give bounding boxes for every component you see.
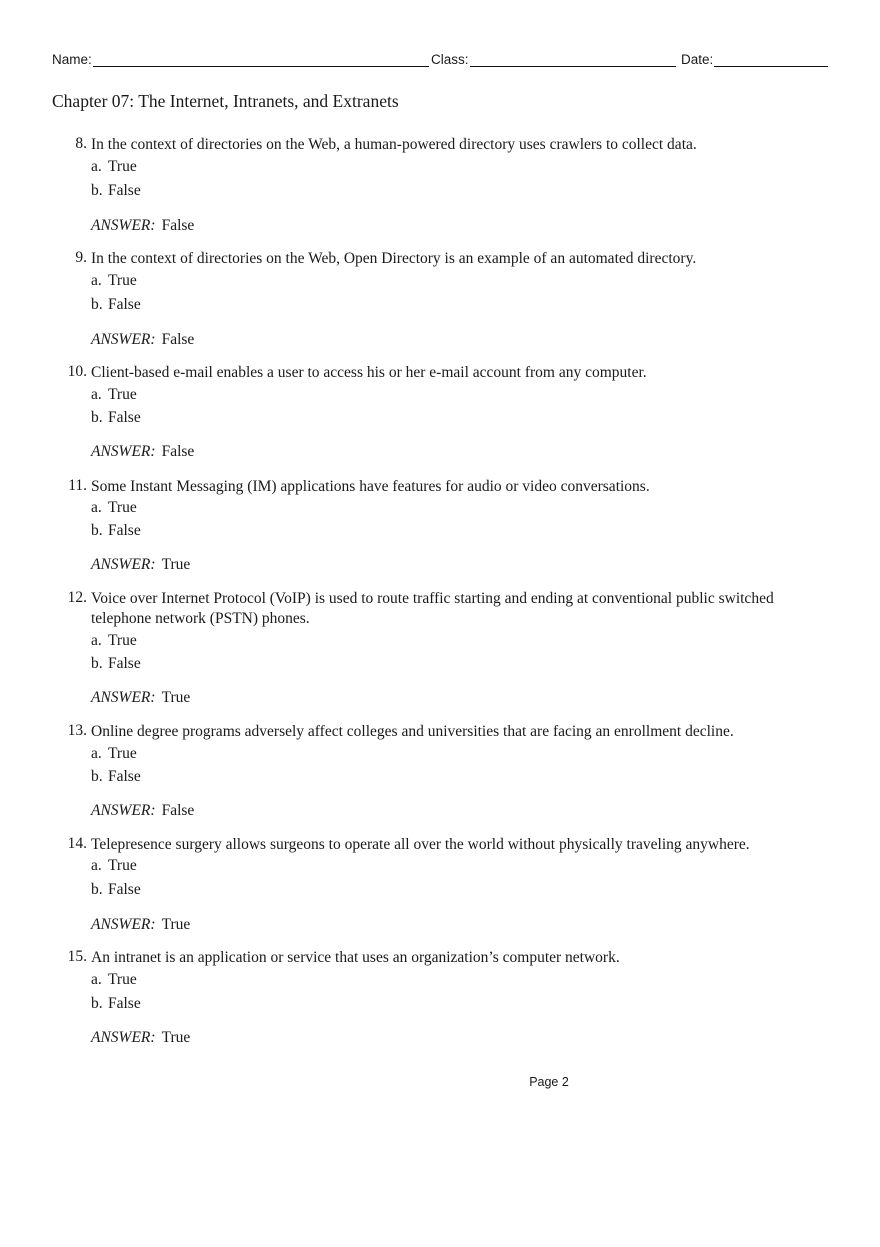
answer-line	[91, 688, 190, 708]
date-label: Date:	[681, 52, 714, 67]
option-b	[91, 994, 141, 1014]
option-letter: a.	[91, 971, 102, 988]
question-number: 14.	[67, 835, 87, 852]
question-text: In the context of directories on the Web, Open Directory is an example of an automated directory.	[91, 250, 697, 267]
answer-label: ANSWER:	[91, 802, 156, 819]
answer-line	[91, 555, 190, 575]
answer-value: True	[161, 916, 191, 933]
option-a	[91, 271, 137, 291]
answer-line	[91, 330, 194, 350]
option-b	[91, 295, 141, 315]
question-text: Voice over Internet Protocol (VoIP) is used to route traffic starting and ending at conventional public switched telephone network (PSTN) phones.	[91, 590, 774, 627]
option-text: True	[108, 499, 137, 516]
option-b	[91, 654, 141, 674]
question-number: 13.	[67, 722, 87, 739]
option-text: True	[108, 158, 137, 175]
option-letter: a.	[91, 499, 102, 516]
option-text: False	[108, 768, 141, 785]
option-b	[91, 521, 141, 541]
option-a	[91, 498, 137, 518]
option-b	[91, 408, 141, 428]
answer-value: False	[161, 802, 195, 819]
option-letter: b.	[91, 768, 103, 785]
answer-line	[91, 1028, 190, 1048]
answer-value: True	[161, 556, 191, 573]
option-b	[91, 880, 141, 900]
option-text: False	[108, 881, 141, 898]
option-letter: a.	[91, 158, 102, 175]
class-blank-line	[470, 52, 676, 67]
option-text: True	[108, 745, 137, 762]
answer-line	[91, 216, 194, 236]
option-letter: b.	[91, 522, 103, 539]
option-text: False	[108, 296, 141, 313]
date-blank-line	[714, 52, 828, 67]
option-letter: a.	[91, 386, 102, 403]
answer-value: False	[161, 443, 195, 460]
option-a	[91, 385, 137, 405]
header-fields	[52, 52, 830, 72]
option-a	[91, 631, 137, 651]
option-text: True	[108, 632, 137, 649]
question-number: 11.	[68, 477, 87, 494]
option-letter: a.	[91, 632, 102, 649]
option-text: False	[108, 995, 141, 1012]
question-text: An intranet is an application or service that uses an organization’s computer network.	[91, 949, 620, 966]
question-text: In the context of directories on the Web, a human-powered directory uses crawlers to collect data.	[91, 136, 697, 153]
option-b	[91, 181, 141, 201]
date-field	[681, 52, 828, 67]
option-letter: b.	[91, 995, 103, 1012]
option-letter: a.	[91, 272, 102, 289]
answer-line	[91, 801, 194, 821]
question-number: 9.	[75, 249, 87, 266]
answer-label: ANSWER:	[91, 217, 156, 234]
class-field	[431, 52, 676, 67]
answer-value: False	[161, 331, 195, 348]
option-letter: b.	[91, 182, 103, 199]
answer-label: ANSWER:	[91, 689, 156, 706]
option-text: False	[108, 182, 141, 199]
name-field	[52, 52, 429, 67]
answer-label: ANSWER:	[91, 556, 156, 573]
option-text: False	[108, 655, 141, 672]
page-number: Page 2	[529, 1075, 569, 1089]
option-text: False	[108, 522, 141, 539]
answer-value: False	[161, 217, 195, 234]
option-letter: b.	[91, 655, 103, 672]
option-text: True	[108, 857, 137, 874]
name-label: Name:	[52, 52, 92, 67]
answer-label: ANSWER:	[91, 1029, 156, 1046]
question-text: Some Instant Messaging (IM) applications have features for audio or video conversations.	[91, 478, 650, 495]
question-number: 15.	[67, 948, 87, 965]
option-letter: b.	[91, 409, 103, 426]
question-text: Client-based e-mail enables a user to access his or her e-mail account from any computer.	[91, 364, 647, 381]
answer-label: ANSWER:	[91, 331, 156, 348]
option-a	[91, 157, 137, 177]
option-letter: b.	[91, 881, 103, 898]
option-a	[91, 744, 137, 764]
question-number: 10.	[67, 363, 87, 380]
option-text: False	[108, 409, 141, 426]
option-b	[91, 767, 141, 787]
answer-line	[91, 915, 190, 935]
option-a	[91, 856, 137, 876]
answer-label: ANSWER:	[91, 443, 156, 460]
question-number: 12.	[67, 589, 87, 606]
option-a	[91, 970, 137, 990]
option-text: True	[108, 386, 137, 403]
answer-value: True	[161, 689, 191, 706]
option-letter: a.	[91, 745, 102, 762]
answer-label: ANSWER:	[91, 916, 156, 933]
option-text: True	[108, 971, 137, 988]
option-letter: b.	[91, 296, 103, 313]
answer-value: True	[161, 1029, 191, 1046]
chapter-title: Chapter 07: The Internet, Intranets, and Extranets	[52, 91, 399, 111]
question-text: Telepresence surgery allows surgeons to operate all over the world without physically traveling anywhere.	[91, 836, 750, 853]
option-text: True	[108, 272, 137, 289]
question-number: 8.	[75, 135, 87, 152]
name-blank-line	[93, 52, 429, 67]
answer-line	[91, 442, 194, 462]
question-text: Online degree programs adversely affect colleges and universities that are facing an enrollment decline.	[91, 723, 734, 740]
option-letter: a.	[91, 857, 102, 874]
class-label: Class:	[431, 52, 469, 67]
